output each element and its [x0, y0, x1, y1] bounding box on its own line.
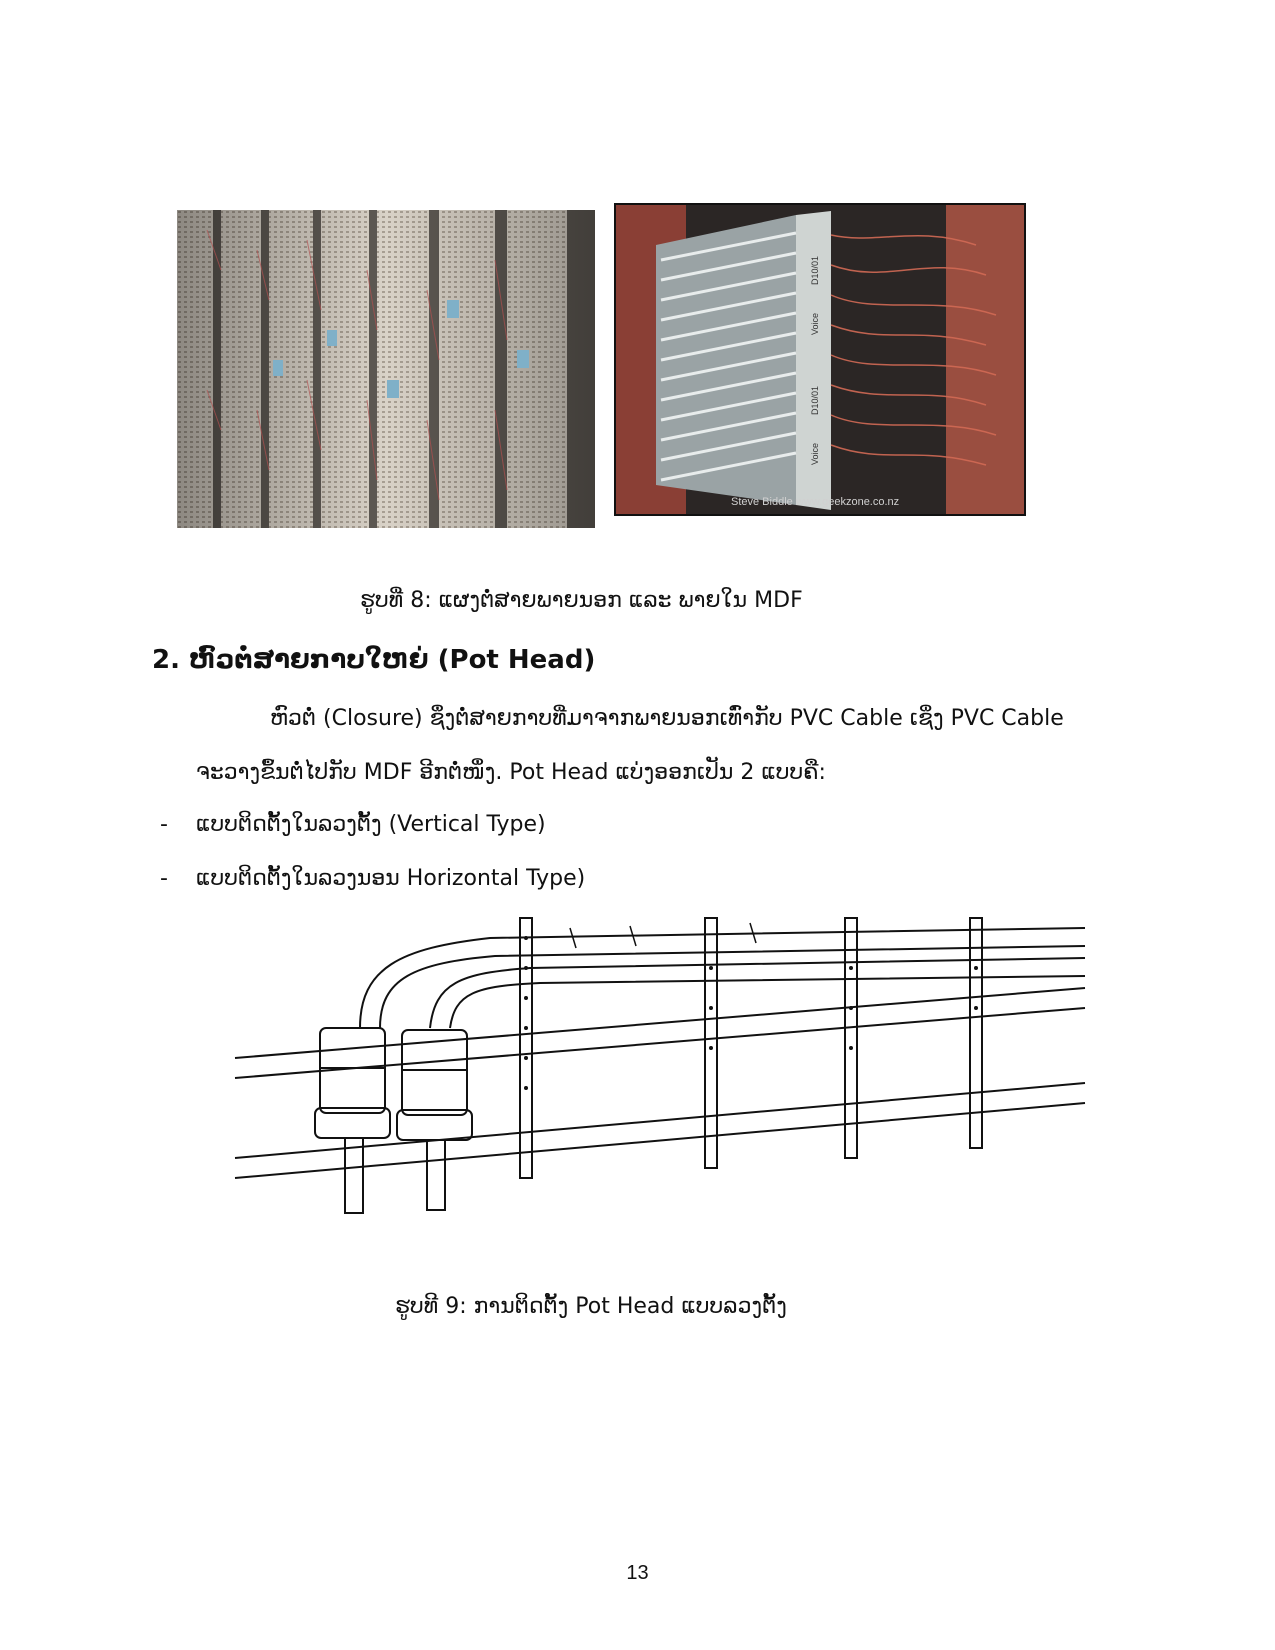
frame-label-3: Voice — [810, 442, 820, 465]
pot-head-illustration — [230, 908, 1090, 1258]
figure-9-caption: ຮູບທີ 9: ການຕິດຕັ້ງ Pot Head ແບບລວງຕັ້ງ — [395, 1294, 787, 1319]
bullet-dash: - — [160, 812, 168, 837]
frame-label-2: D10/01 — [810, 255, 820, 285]
frame-label-1: Voice — [810, 312, 820, 335]
mdf-blocks-photo — [177, 210, 595, 528]
page-number: 13 — [626, 1562, 649, 1584]
pot-head-drawing — [230, 908, 1090, 1258]
paragraph-line-2: ຈະວາງຂຶ້ນຕໍ່ໄປກັບ MDF ອີກຕໍ່ໜຶ່ງ. Pot Head ແບ່ງອອກເປັນ 2 ແບບຄື: — [196, 760, 826, 785]
paragraph-line-1: ຫົວຕໍ່ (Closure) ຊຶ່ງຕໍ່ສາຍກາບທີ່ມາຈາກພາຍນອກເທົ່າກັບ PVC Cable ເຊິ່ງ PVC Cable — [270, 706, 1064, 731]
bullet-dash: - — [160, 866, 168, 891]
mdf-frame-photo — [614, 203, 1026, 516]
bullet-text: ແບບຕິດຕັ້ງໃນລວງຕັ້ງ (Vertical Type) — [196, 812, 546, 837]
frame-label-4: D10/01 — [810, 385, 820, 415]
watermark-text: Steve Biddle www.geekzone.co.nz — [731, 496, 900, 508]
bullet-text: ແບບຕິດຕັ້ງໃນລວງນອນ Horizontal Type) — [196, 866, 586, 891]
mdf-frame-illustration — [616, 205, 1024, 514]
mdf-blocks-illustration — [177, 210, 595, 528]
section-heading: 2. ຫົວຕໍ່ສາຍກາບໃຫຍ່ (Pot Head) — [152, 645, 596, 675]
figure-8-caption: ຮູບທີ່ 8: ແຜງຕໍ່ສາຍພາຍນອກ ແລະ ພາຍໃນ MDF — [360, 588, 803, 613]
